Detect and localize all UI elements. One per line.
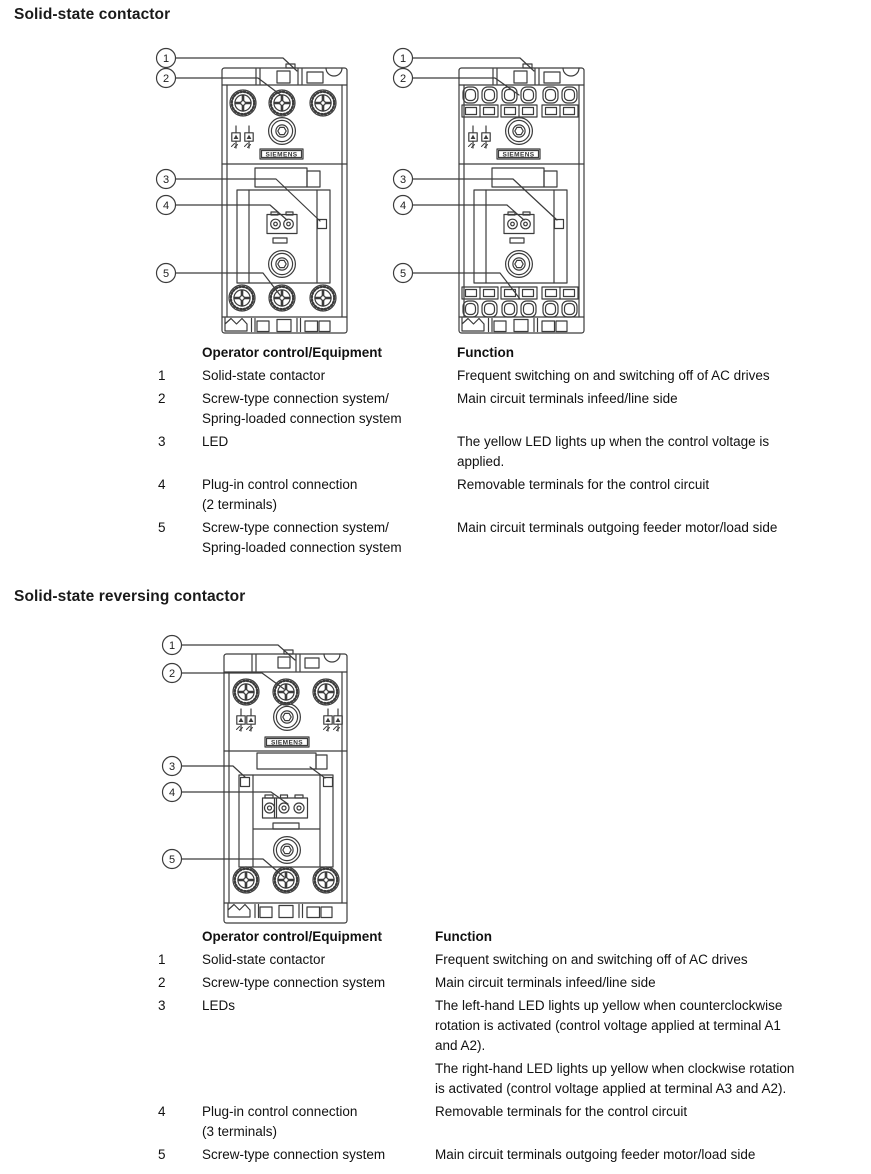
table-row: [158, 366, 858, 386]
callouts: [157, 49, 176, 283]
table-row: [158, 1145, 858, 1165]
table-header: [158, 927, 858, 947]
row-number: 2: [158, 391, 166, 406]
callout-line: [182, 673, 285, 689]
callout-line: [176, 205, 288, 220]
equipment-cell: Solid-state contactor: [202, 952, 326, 967]
brand-label: SIEMENS: [502, 151, 535, 159]
contactor-device: [224, 650, 347, 923]
table-row: [158, 432, 858, 472]
section1-heading: Solid-state contactor: [14, 6, 171, 23]
callout-line: [176, 179, 321, 221]
callout-line: [182, 766, 246, 777]
equipment-cell: Screw-type connection system/ Spring-loaded connection system: [202, 520, 402, 555]
callout-line: [413, 205, 525, 220]
svg-text:1: 1: [162, 52, 170, 65]
svg-text:4: 4: [168, 786, 176, 799]
svg-text:2: 2: [399, 72, 407, 85]
row-number: 4: [158, 477, 166, 492]
svg-text:5: 5: [168, 853, 176, 866]
callout-line: [176, 58, 298, 71]
callout-line: [413, 179, 558, 220]
brand-label: SIEMENS: [265, 151, 298, 159]
svg-text:2: 2: [168, 667, 176, 680]
table-row: [158, 518, 858, 558]
svg-text:1: 1: [168, 639, 176, 652]
table-row: [158, 1102, 858, 1142]
svg-text:5: 5: [399, 267, 407, 280]
function-cell: Frequent switching on and switching off of AC drives: [457, 368, 770, 383]
equipment-function-table: [158, 927, 858, 1168]
contactor-device: [222, 64, 347, 333]
svg-text:1: 1: [399, 52, 407, 65]
svg-text:3: 3: [162, 173, 170, 186]
section2-heading: Solid-state reversing contactor: [14, 588, 246, 605]
svg-text:4: 4: [399, 199, 407, 212]
function-cell: Main circuit terminals infeed/line side: [435, 975, 656, 990]
svg-text:5: 5: [162, 267, 170, 280]
callouts: [394, 49, 413, 283]
function-cell: Main circuit terminals outgoing feeder motor/load side: [457, 520, 778, 535]
callout-line: [413, 58, 535, 71]
callout-line: [176, 78, 283, 96]
function-cell: The yellow LED lights up when the control voltage is applied.: [457, 434, 770, 469]
col-equipment: Operator control/Equipment: [202, 929, 383, 944]
contactor-device: [459, 64, 584, 333]
function-cell: Main circuit terminals infeed/line side: [457, 391, 678, 406]
row-number: 5: [158, 1147, 166, 1162]
equipment-cell: LED: [202, 434, 229, 449]
equipment-cell: Screw-type connection system/ Spring-loaded connection system: [202, 391, 402, 426]
function-cell: Removable terminals for the control circuit: [435, 1104, 688, 1119]
equipment-cell: Plug-in control connection (2 terminals): [202, 477, 358, 512]
brand-label: SIEMENS: [270, 739, 304, 747]
equipment-cell: Solid-state contactor: [202, 368, 326, 383]
function-cell: Main circuit terminals outgoing feeder motor/load side: [435, 1147, 756, 1162]
equipment-function-table: [158, 343, 858, 561]
svg-text:4: 4: [162, 199, 170, 212]
din-clip: [225, 318, 247, 331]
table-header: [158, 343, 858, 363]
row-number: 4: [158, 1104, 166, 1119]
table-row: [158, 973, 858, 993]
col-function: Function: [435, 929, 492, 944]
equipment-cell: Plug-in control connection (3 terminals): [202, 1104, 358, 1139]
table-row: [158, 389, 858, 429]
equipment-cell: Screw-type connection system: [202, 1147, 386, 1162]
svg-text:3: 3: [168, 760, 176, 773]
contactor-screw-diagram: [146, 40, 361, 345]
svg-text:3: 3: [399, 173, 407, 186]
row-number: 1: [158, 368, 166, 383]
col-equipment: Operator control/Equipment: [202, 345, 383, 360]
din-clip: [228, 904, 250, 917]
callouts: [163, 636, 182, 869]
table-row: [158, 996, 858, 1099]
row-number: 3: [158, 998, 166, 1013]
row-number: 3: [158, 434, 166, 449]
svg-text:2: 2: [162, 72, 170, 85]
label-plate: [257, 753, 316, 769]
function-cell: The left-hand LED lights up yellow when counterclockwise rotation is activated (control voltage applied at terminal A1 and A2). The right-hand LED lights up yellow when clockwise rotation is activated (control voltage applied at terminal A3 and A2).: [435, 998, 795, 1096]
table-row: [158, 475, 858, 515]
function-cell: Frequent switching on and switching off of AC drives: [435, 952, 748, 967]
callout-line: [182, 859, 285, 877]
reversing-contactor-diagram: [146, 632, 361, 932]
callout-line: [413, 273, 521, 299]
equipment-cell: LEDs: [202, 998, 236, 1013]
din-clip: [462, 318, 484, 331]
equipment-cell: Screw-type connection system: [202, 975, 386, 990]
function-cell: Removable terminals for the control circuit: [457, 477, 710, 492]
row-number: 5: [158, 520, 166, 535]
col-function: Function: [457, 345, 514, 360]
table-row: [158, 950, 858, 970]
row-number: 2: [158, 975, 166, 990]
contactor-spring-diagram: [383, 40, 598, 345]
row-number: 1: [158, 952, 166, 967]
